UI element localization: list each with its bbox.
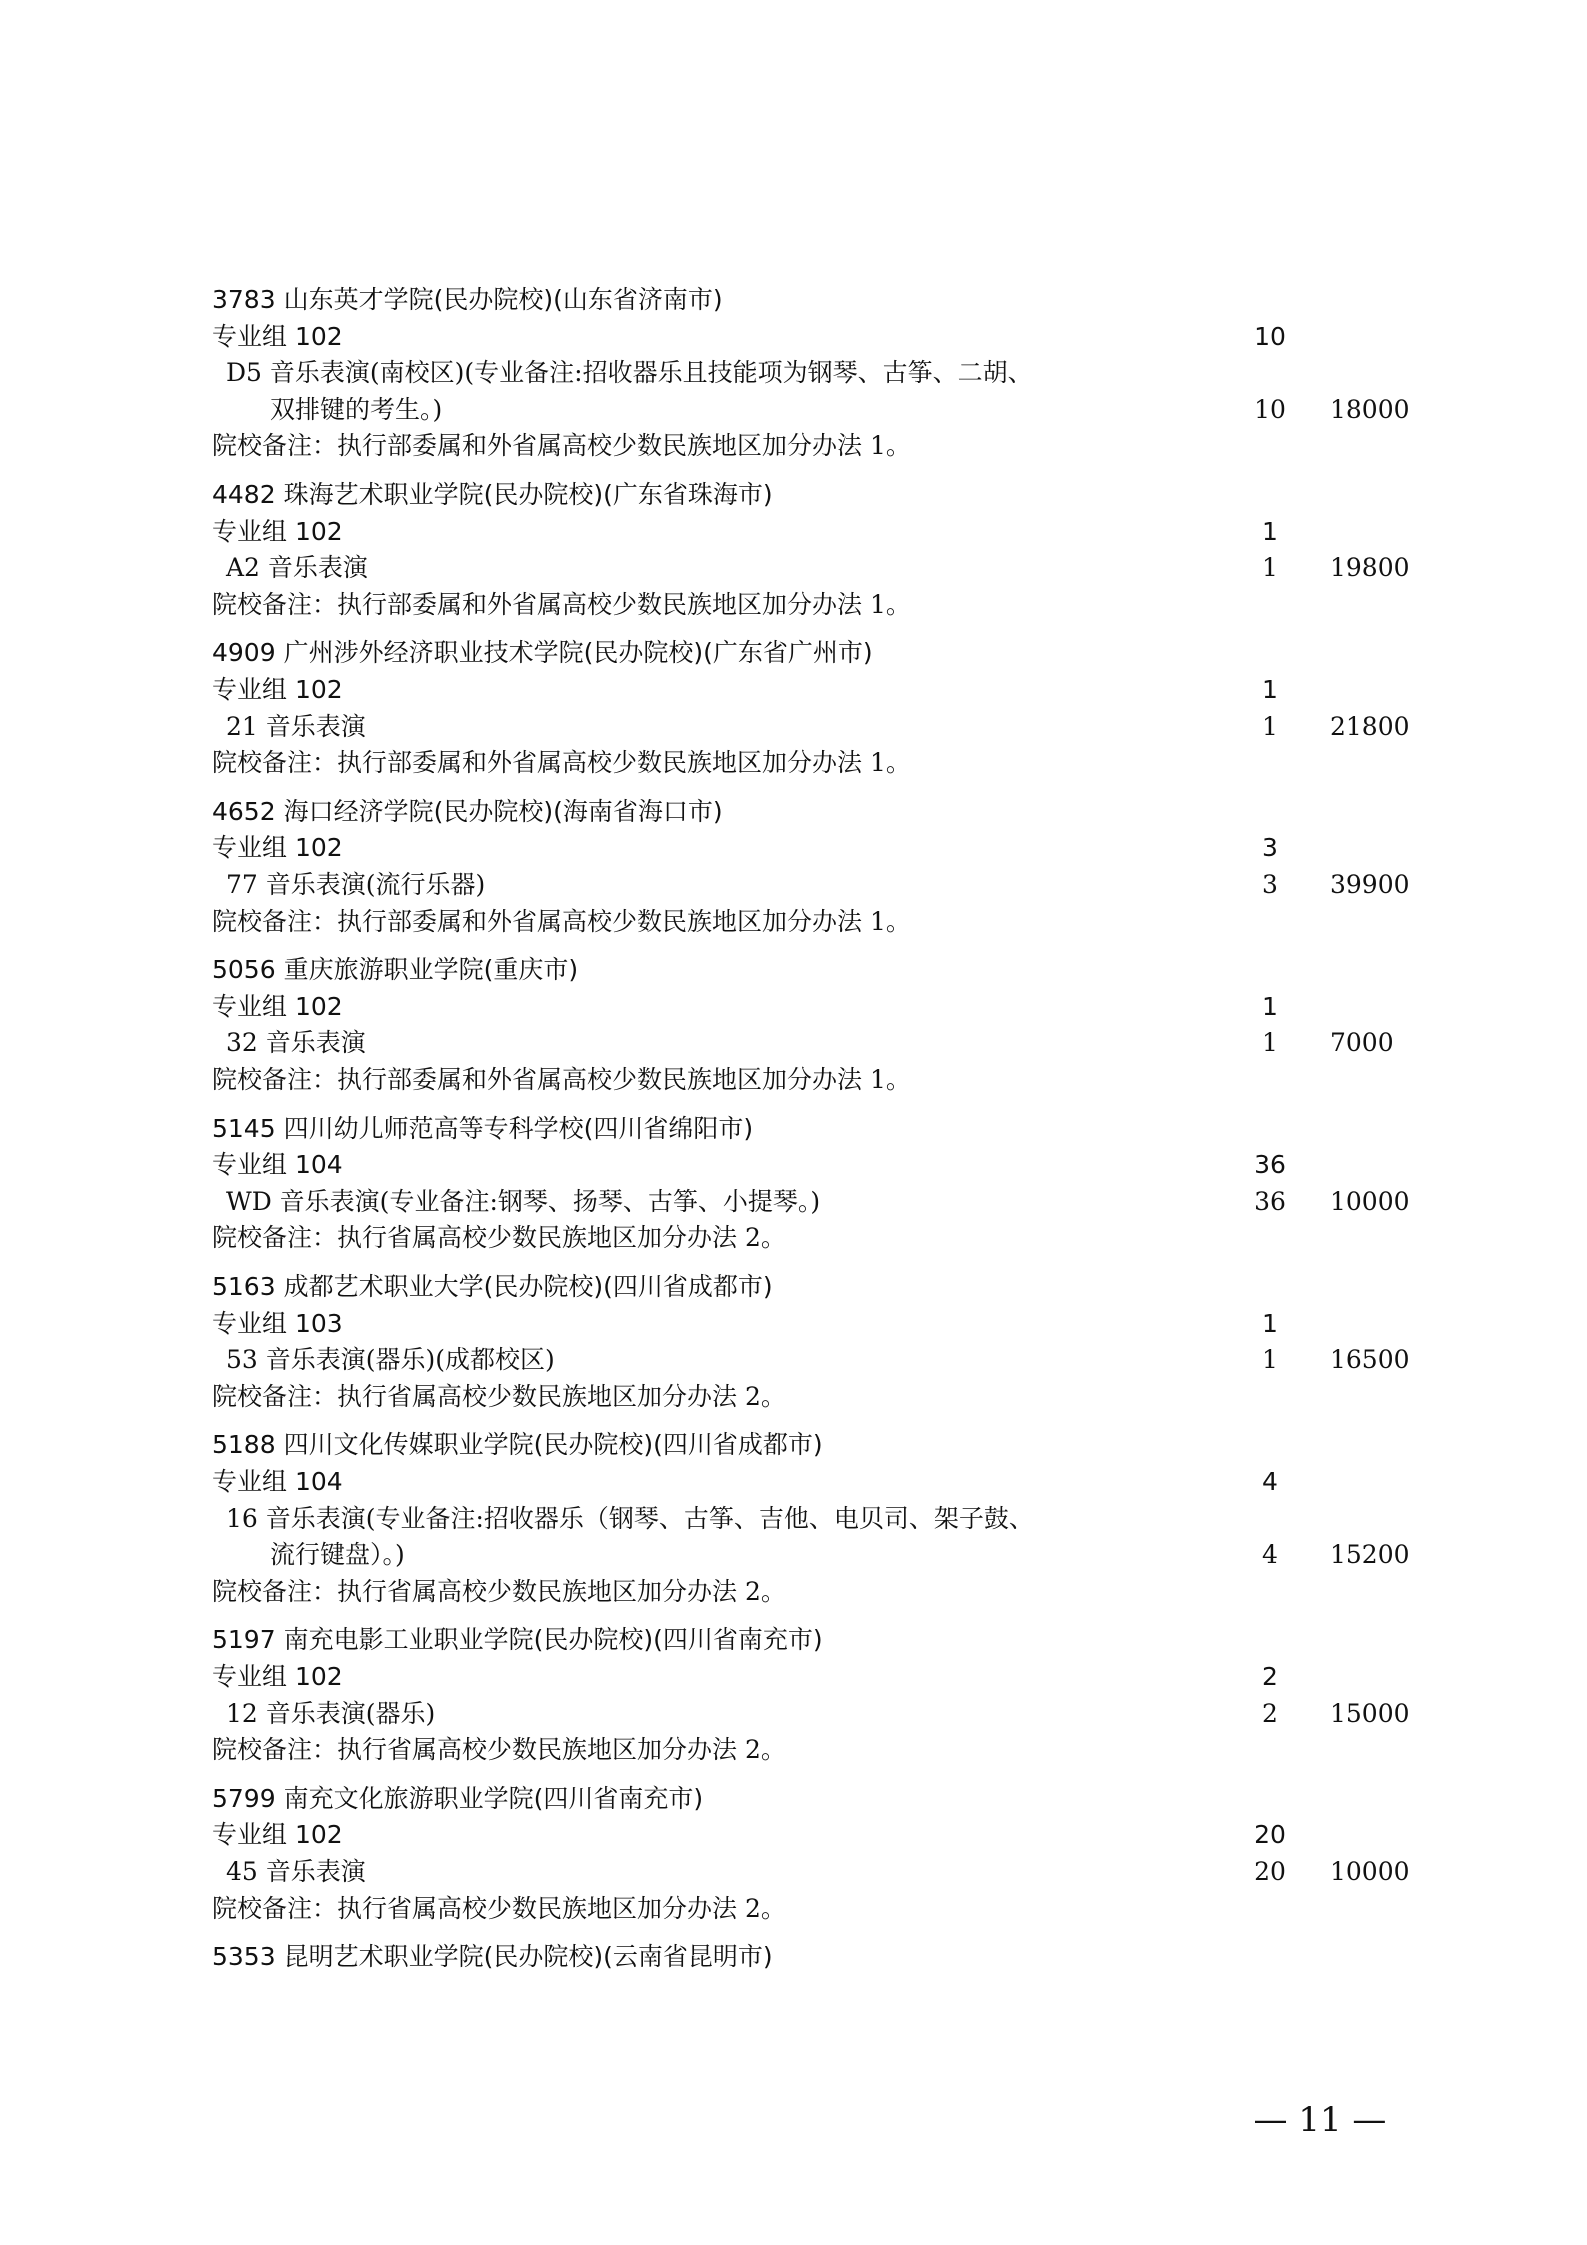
major-group: 专业组 104 (212, 1467, 343, 1496)
major-group-row (0, 514, 1587, 550)
major-row (0, 1025, 1587, 1061)
school-note-row (0, 1732, 1587, 1768)
school-note-label: 院校备注： (212, 431, 338, 461)
school-note (212, 1574, 786, 1610)
major-name: 12 音乐表演(器乐) (226, 1698, 436, 1728)
tuition-fee: 15000 (1330, 1698, 1410, 1728)
school-note-row (0, 1891, 1587, 1927)
school-note (212, 1891, 786, 1927)
major-name: 53 音乐表演(器乐)(成都校区) (226, 1345, 555, 1375)
major-plan-count: 10 (1254, 394, 1286, 424)
major-group: 专业组 102 (212, 321, 343, 351)
school-title: 5056 重庆旅游职业学院(重庆市) (212, 955, 579, 985)
school-note-text: 执行部委属和外省属高校少数民族地区加分办法 1。 (337, 589, 911, 619)
school-note-row (0, 428, 1587, 464)
school-title: 5163 成都艺术职业大学(民办院校)(四川省成都市) (212, 1272, 773, 1301)
page-number: — 11 — (1253, 2100, 1387, 2140)
major-row (0, 550, 1587, 586)
school-note-label: 院校备注： (212, 906, 338, 936)
major-name: 32 音乐表演 (226, 1028, 366, 1058)
major-name: D5 音乐表演(南校区)(专业备注:招收器乐且技能项为钢琴、古筝、二胡、 (226, 358, 1033, 388)
school-note-text: 执行省属高校少数民族地区加分办法 2。 (337, 1893, 786, 1923)
school-note-label: 院校备注： (212, 1735, 338, 1765)
school-title-row (0, 282, 1587, 318)
major-group-row (0, 989, 1587, 1025)
group-plan-count: 1 (1262, 991, 1278, 1021)
school-note-row (0, 1574, 1587, 1610)
major-plan-count: 4 (1262, 1540, 1278, 1570)
major-plan-count: 1 (1262, 711, 1278, 741)
school-title: 5188 四川文化传媒职业学院(民办院校)(四川省成都市) (212, 1430, 823, 1460)
group-plan-count: 1 (1262, 516, 1278, 546)
school-note-row (0, 1220, 1587, 1256)
major-row (0, 709, 1587, 745)
school-note-label: 院校备注： (212, 1893, 338, 1923)
major-row (0, 1854, 1587, 1890)
group-plan-count: 36 (1254, 1150, 1286, 1180)
tuition-fee: 10000 (1330, 1857, 1410, 1886)
major-group-row (0, 1306, 1587, 1342)
major-group: 专业组 103 (212, 1308, 343, 1338)
school-note (212, 1220, 786, 1256)
school-note-label: 院校备注： (212, 1223, 338, 1253)
school-note (212, 904, 911, 940)
school-note-row (0, 587, 1587, 623)
school-title: 5197 南充电影工业职业学院(民办院校)(四川省南充市) (212, 1625, 823, 1655)
school-note-label: 院校备注： (212, 1576, 338, 1606)
school-title: 5145 四川幼儿师范高等专科学校(四川省绵阳市) (212, 1113, 754, 1143)
major-group-row (0, 830, 1587, 866)
major-group: 专业组 102 (212, 1820, 343, 1850)
school-note-row (0, 1379, 1587, 1415)
school-note-text: 执行省属高校少数民族地区加分办法 2。 (337, 1223, 786, 1253)
school-note (212, 745, 911, 781)
major-group-row (0, 672, 1587, 708)
school-note (212, 1379, 786, 1415)
group-plan-count: 2 (1262, 1662, 1278, 1691)
major-plan-count: 1 (1262, 553, 1278, 583)
major-name: A2 音乐表演 (226, 553, 368, 583)
group-plan-count: 10 (1254, 321, 1286, 351)
major-name: 21 音乐表演 (226, 711, 366, 741)
school-note-text: 执行部委属和外省属高校少数民族地区加分办法 1。 (337, 748, 911, 778)
school-title: 4652 海口经济学院(民办院校)(海南省海口市) (212, 796, 723, 826)
school-note-row (0, 1062, 1587, 1098)
major-group-row (0, 1817, 1587, 1853)
major-name: 16 音乐表演(专业备注:招收器乐（钢琴、古筝、吉他、电贝司、架子鼓、 (226, 1503, 1034, 1533)
school-title-row (0, 1622, 1587, 1658)
school-note-text: 执行部委属和外省属高校少数民族地区加分办法 1。 (337, 431, 911, 461)
major-group: 专业组 102 (212, 1662, 343, 1691)
major-group: 专业组 102 (212, 833, 343, 863)
school-title-row (0, 1781, 1587, 1817)
school-title-row (0, 635, 1587, 671)
school-title-row (0, 1427, 1587, 1463)
school-title: 5353 昆明艺术职业学院(民办院校)(云南省昆明市) (212, 1942, 773, 1972)
major-group-row (0, 1659, 1587, 1695)
tuition-fee: 39900 (1330, 870, 1410, 899)
school-title-row (0, 477, 1587, 513)
major-name: 45 音乐表演 (226, 1857, 366, 1886)
major-plan-count: 3 (1262, 870, 1278, 899)
major-group: 专业组 102 (212, 991, 343, 1021)
tuition-fee: 18000 (1330, 394, 1410, 424)
tuition-fee: 7000 (1330, 1028, 1394, 1058)
school-note-label: 院校备注： (212, 589, 338, 619)
school-note-row (0, 904, 1587, 940)
school-title: 4909 广州涉外经济职业技术学院(民办院校)(广东省广州市) (212, 638, 873, 668)
school-note (212, 1732, 786, 1768)
major-name: 流行键盘）。) (270, 1540, 405, 1570)
major-row (0, 355, 1587, 391)
school-note-label: 院校备注： (212, 1065, 338, 1094)
major-plan-count: 2 (1262, 1698, 1278, 1728)
group-plan-count: 1 (1262, 1308, 1278, 1338)
group-plan-count: 3 (1262, 833, 1278, 863)
major-row (0, 867, 1587, 903)
school-title: 4482 珠海艺术职业学院(民办院校)(广东省珠海市) (212, 480, 773, 509)
major-group-row (0, 1464, 1587, 1500)
school-note-row (0, 745, 1587, 781)
school-title: 5799 南充文化旅游职业学院(四川省南充市) (212, 1783, 704, 1813)
school-note-text: 执行省属高校少数民族地区加分办法 2。 (337, 1381, 786, 1411)
school-note (212, 587, 911, 623)
major-plan-count: 1 (1262, 1028, 1278, 1058)
school-note-text: 执行省属高校少数民族地区加分办法 2。 (337, 1735, 786, 1765)
tuition-fee: 10000 (1330, 1186, 1410, 1216)
major-row (0, 392, 1587, 428)
group-plan-count: 1 (1262, 675, 1278, 704)
school-note-text: 执行部委属和外省属高校少数民族地区加分办法 1。 (337, 906, 911, 936)
school-title-row (0, 1269, 1587, 1305)
school-title-row (0, 1111, 1587, 1147)
school-note-label: 院校备注： (212, 1381, 338, 1411)
major-plan-count: 20 (1254, 1857, 1286, 1886)
school-note (212, 1062, 911, 1098)
major-row (0, 1184, 1587, 1220)
major-name: WD 音乐表演(专业备注:钢琴、扬琴、古筝、小提琴。) (226, 1186, 821, 1216)
major-row (0, 1501, 1587, 1537)
school-title-row (0, 1939, 1587, 1975)
school-title-row (0, 952, 1587, 988)
major-group-row (0, 1147, 1587, 1183)
school-title-row (0, 794, 1587, 830)
school-note-text: 执行部委属和外省属高校少数民族地区加分办法 1。 (337, 1065, 911, 1094)
major-row (0, 1537, 1587, 1573)
major-group-row (0, 319, 1587, 355)
major-row (0, 1696, 1587, 1732)
major-row (0, 1342, 1587, 1378)
school-note-text: 执行省属高校少数民族地区加分办法 2。 (337, 1576, 786, 1606)
tuition-fee: 21800 (1330, 711, 1410, 741)
school-note (212, 428, 911, 464)
group-plan-count: 4 (1262, 1467, 1278, 1496)
major-group: 专业组 102 (212, 516, 343, 546)
tuition-fee: 16500 (1330, 1345, 1410, 1375)
major-name: 77 音乐表演(流行乐器) (226, 870, 486, 899)
school-title: 3783 山东英才学院(民办院校)(山东省济南市) (212, 285, 723, 314)
tuition-fee: 15200 (1330, 1540, 1410, 1570)
major-plan-count: 36 (1254, 1186, 1286, 1216)
group-plan-count: 20 (1254, 1820, 1286, 1850)
school-note-label: 院校备注： (212, 748, 338, 778)
major-name: 双排键的考生。) (270, 394, 443, 424)
major-plan-count: 1 (1262, 1345, 1278, 1375)
major-group: 专业组 104 (212, 1150, 343, 1180)
major-group: 专业组 102 (212, 675, 343, 704)
tuition-fee: 19800 (1330, 553, 1410, 583)
